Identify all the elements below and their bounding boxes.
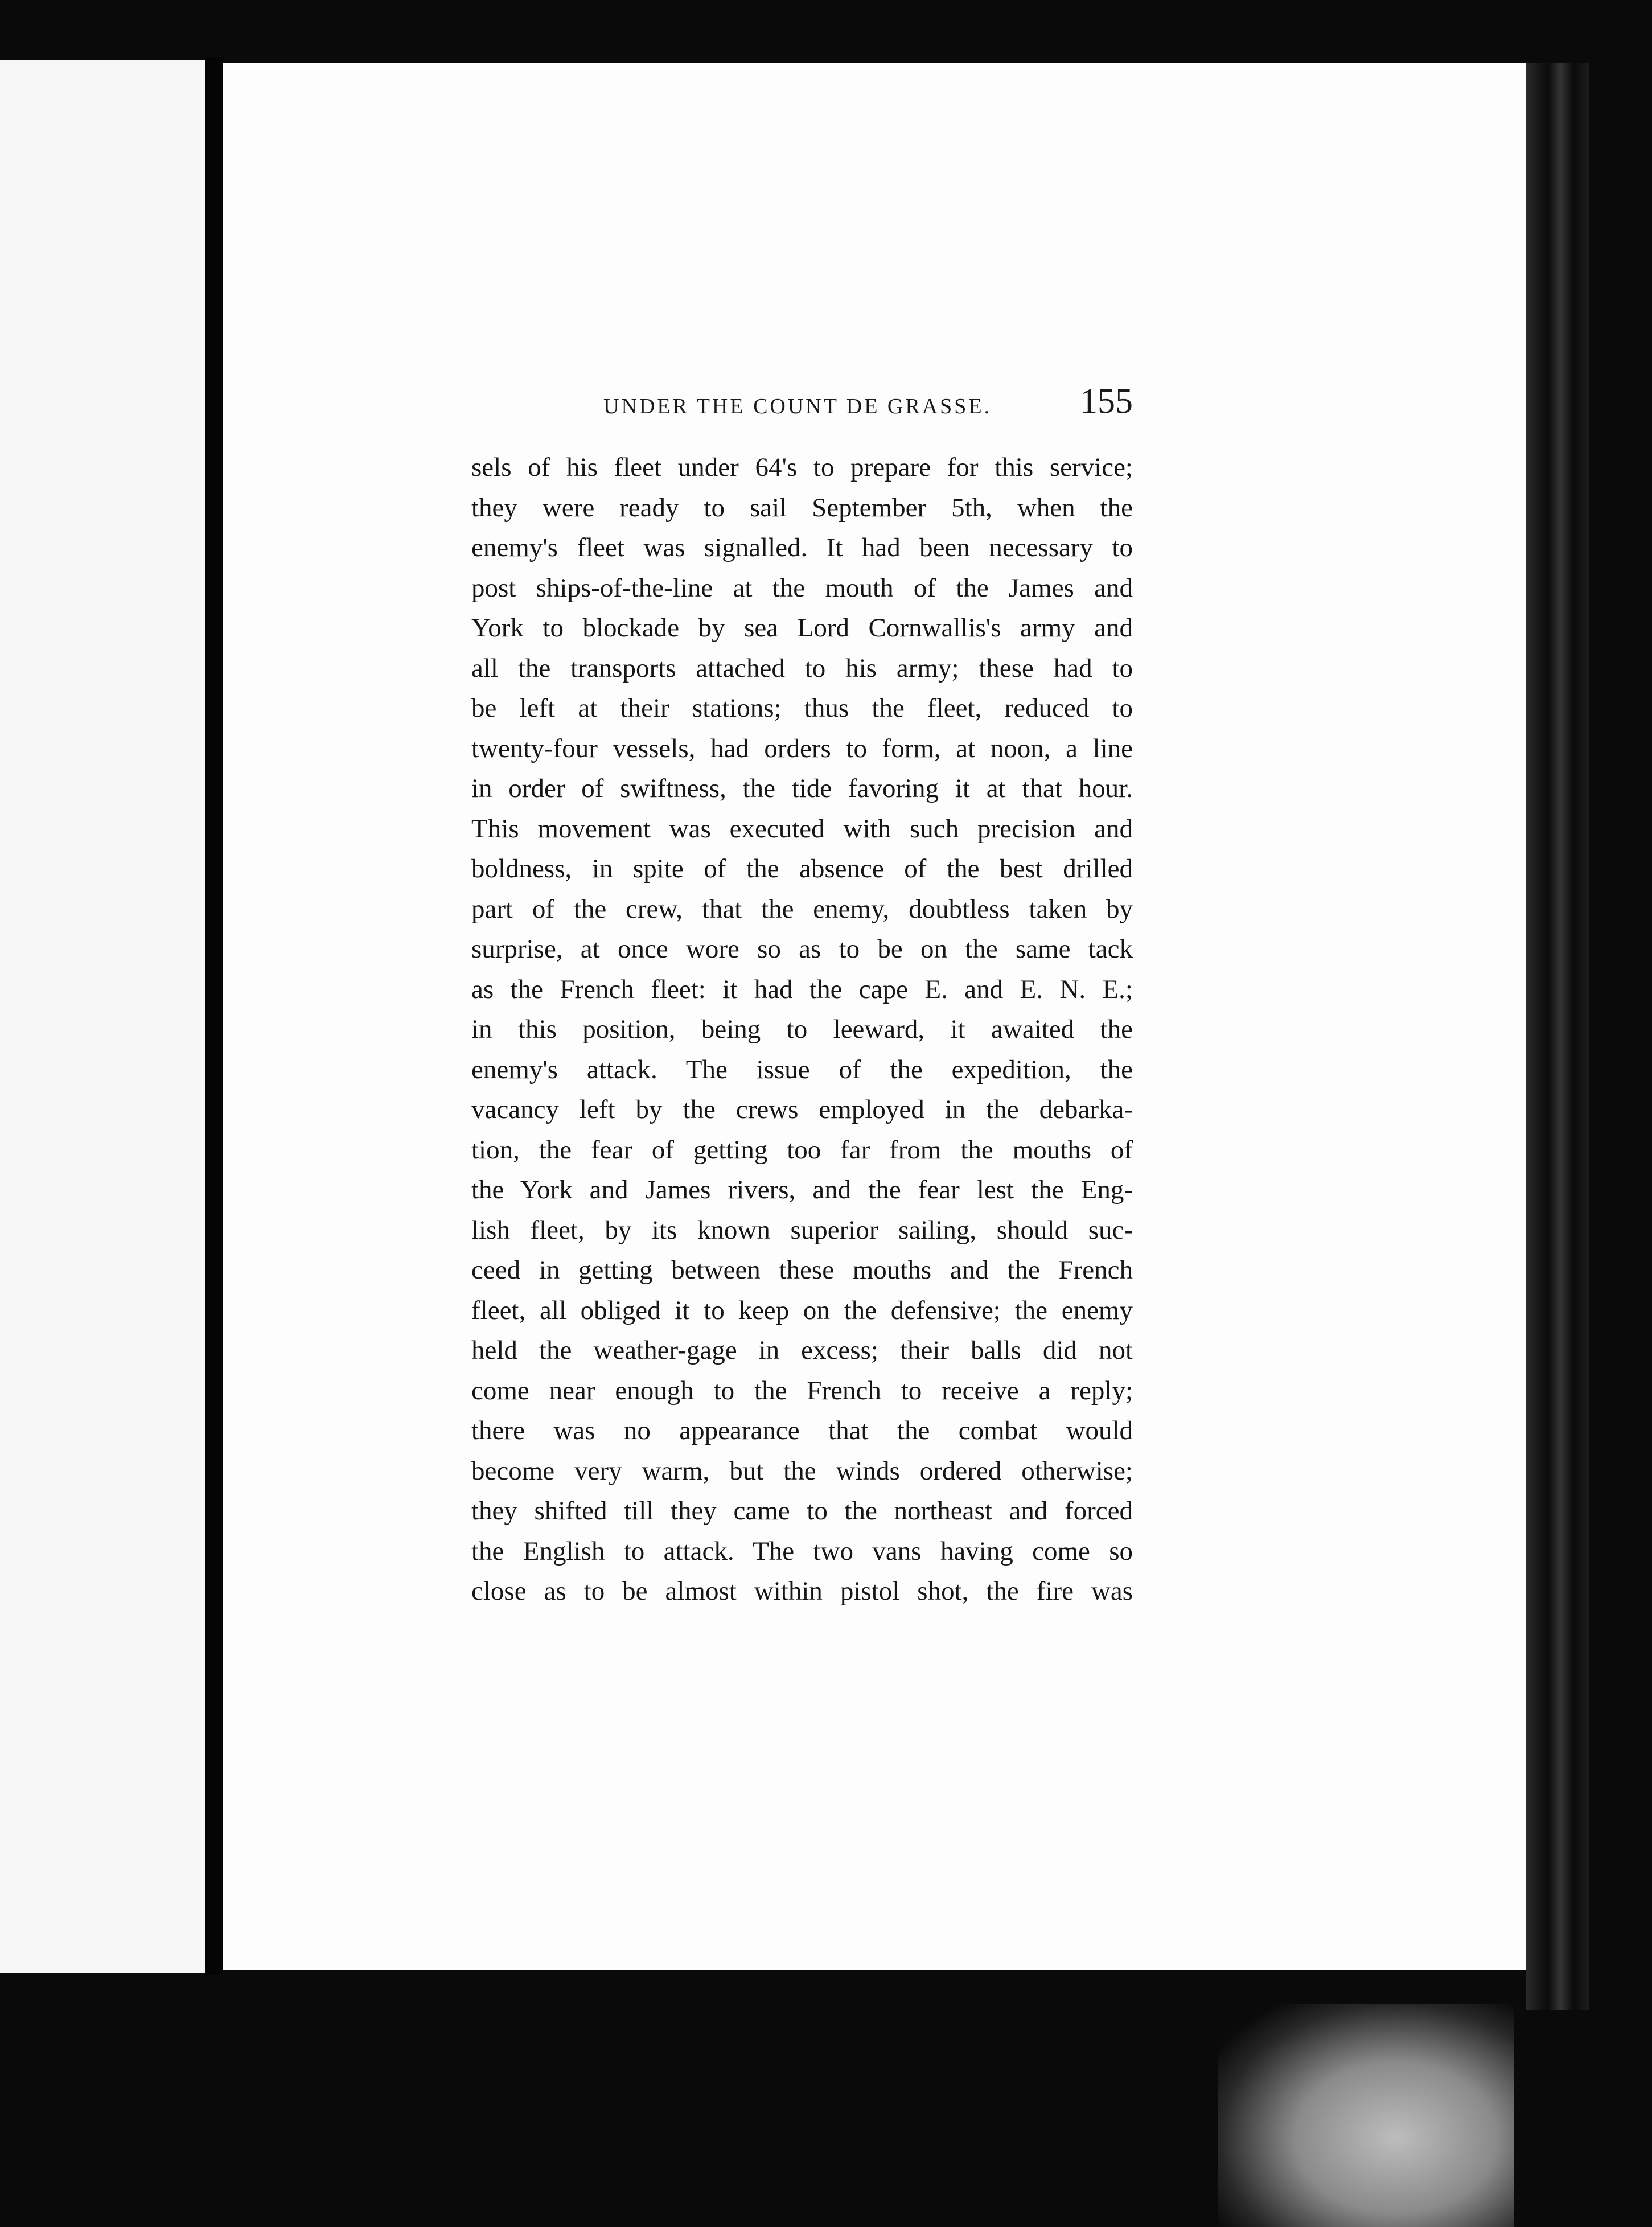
text-line: fleet, all obliged it to keep on the defensive; the enemy bbox=[471, 1295, 1133, 1325]
text-line: ceed in getting between these mouths and the French bbox=[471, 1255, 1133, 1285]
text-line: the York and James rivers, and the fear lest the Eng- bbox=[471, 1175, 1133, 1205]
book-spine bbox=[205, 57, 223, 1975]
text-line: York to blockade by sea Lord Cornwallis's army and bbox=[471, 613, 1133, 643]
page-edge-shadow bbox=[1526, 63, 1589, 2010]
text-line: enemy's fleet was signalled. It had been necessary to bbox=[471, 533, 1133, 562]
running-head: UNDER THE COUNT DE GRASSE. bbox=[603, 395, 992, 418]
text-line: boldness, in spite of the absence of the best drilled bbox=[471, 854, 1133, 884]
torn-corner bbox=[1218, 2004, 1514, 2227]
text-line: come near enough to the French to receive a reply; bbox=[471, 1375, 1133, 1406]
text-line: enemy's attack. The issue of the expedition, the bbox=[471, 1054, 1133, 1084]
text-line: become very warm, but the winds ordered otherwise; bbox=[471, 1456, 1133, 1486]
text-line: they were ready to sail September 5th, when the bbox=[471, 492, 1133, 523]
body-text bbox=[471, 447, 1133, 1612]
text-line: surprise, at once wore so as to be on the same tack bbox=[471, 934, 1133, 964]
text-line: all the transports attached to his army; these had to bbox=[471, 653, 1133, 683]
text-line: be left at their stations; thus the fleet, reduced to bbox=[471, 693, 1133, 723]
text-line: they shifted till they came to the northeast and forced bbox=[471, 1496, 1133, 1526]
text-line: in this position, being to leeward, it awaited the bbox=[471, 1014, 1133, 1044]
text-line: there was no appearance that the combat would bbox=[471, 1416, 1133, 1445]
text-line: post ships-of-the-line at the mouth of the James and bbox=[471, 573, 1133, 603]
text-line: close as to be almost within pistol shot, the fire was bbox=[471, 1576, 1133, 1606]
page-header bbox=[603, 381, 1133, 433]
text-line: tion, the fear of getting too far from the mouths of bbox=[471, 1135, 1133, 1165]
text-line: This movement was executed with such precision and bbox=[471, 813, 1133, 844]
text-line: lish fleet, by its known superior sailing, should suc- bbox=[471, 1215, 1133, 1245]
text-line: vacancy left by the crews employed in the debarka- bbox=[471, 1095, 1133, 1124]
text-line: part of the crew, that the enemy, doubtless taken by bbox=[471, 894, 1133, 924]
text-line: as the French fleet: it had the cape E. and E. N. E.; bbox=[471, 974, 1133, 1004]
text-line: held the weather-gage in excess; their balls did not bbox=[471, 1336, 1133, 1365]
text-line: the English to attack. The two vans having come so bbox=[471, 1536, 1133, 1566]
text-line: in order of swiftness, the tide favoring it at that hour. bbox=[471, 774, 1133, 803]
left-page-edge bbox=[0, 60, 209, 1973]
text-line: twenty-four vessels, had orders to form, at noon, a line bbox=[471, 733, 1133, 763]
page-number: 155 bbox=[1080, 382, 1133, 421]
text-line: sels of his fleet under 64's to prepare for this service; bbox=[471, 453, 1133, 482]
